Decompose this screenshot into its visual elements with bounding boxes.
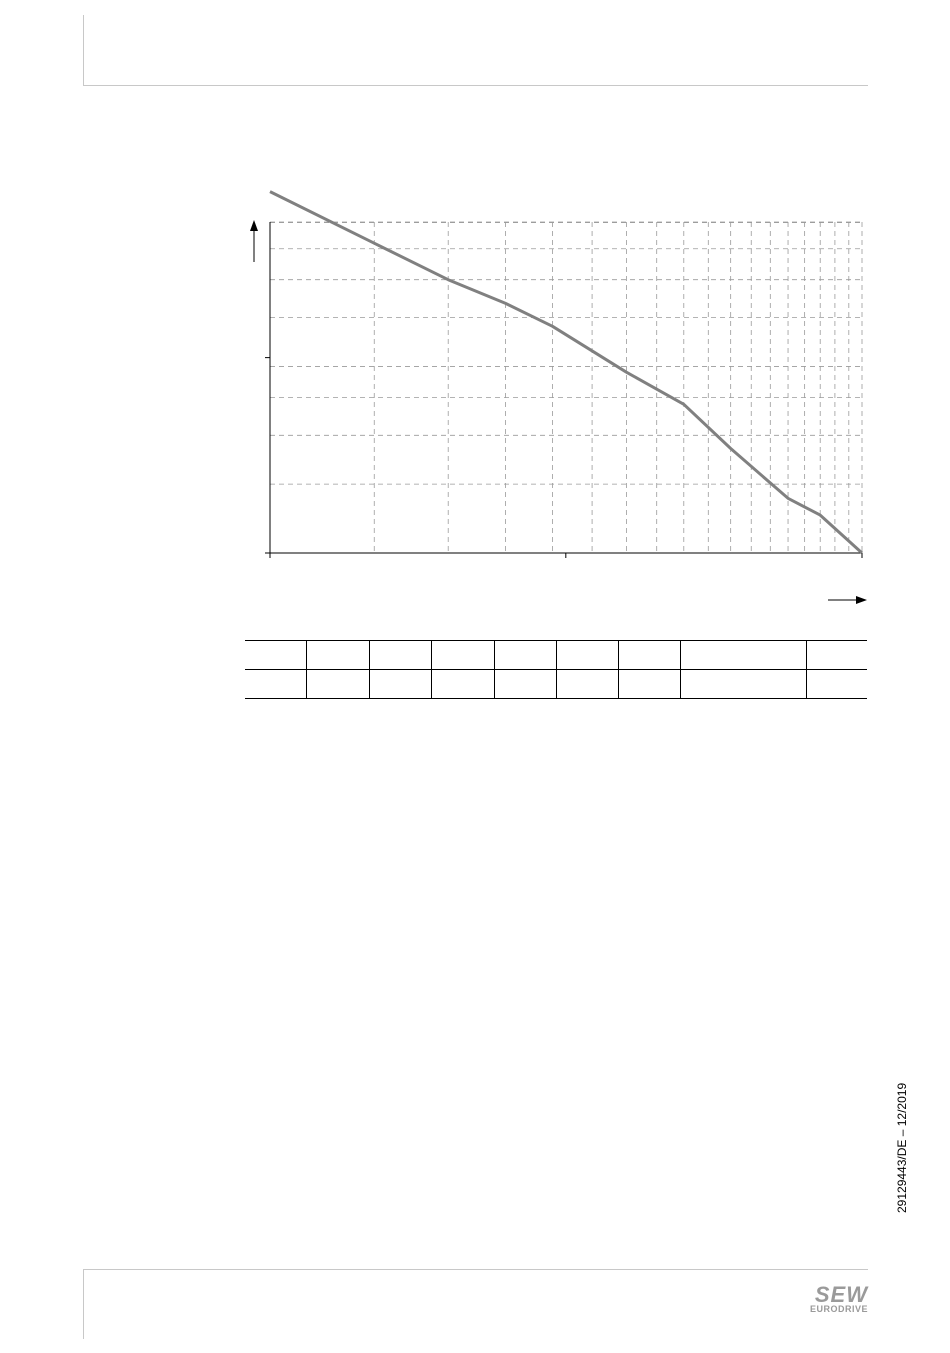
footer-rule bbox=[83, 1269, 868, 1270]
table-cell bbox=[556, 670, 618, 699]
footer-margin-rule bbox=[83, 1269, 84, 1339]
table-row bbox=[245, 670, 867, 699]
logo-wordmark: SEW bbox=[814, 1282, 868, 1307]
table-cell bbox=[806, 670, 867, 699]
chart-grid bbox=[270, 222, 862, 553]
table-cell bbox=[369, 641, 431, 670]
table-cell bbox=[306, 670, 369, 699]
x-axis-arrow-icon bbox=[856, 596, 867, 604]
table-cell bbox=[806, 641, 867, 670]
table-cell bbox=[369, 670, 431, 699]
table-cell bbox=[245, 641, 306, 670]
table-row bbox=[245, 641, 867, 670]
document-code: 29129443/DE – 12/2019 bbox=[895, 1082, 909, 1213]
log-log-line-chart bbox=[0, 0, 950, 620]
table-cell bbox=[494, 641, 556, 670]
chart-axes bbox=[250, 220, 867, 604]
table-cell bbox=[618, 641, 680, 670]
table-cell bbox=[680, 670, 806, 699]
table-cell bbox=[431, 670, 494, 699]
y-axis-arrow-icon bbox=[250, 220, 258, 231]
table-cell bbox=[556, 641, 618, 670]
table-cell bbox=[431, 641, 494, 670]
chart-series bbox=[270, 192, 862, 553]
logo-subline: EURODRIVE bbox=[809, 1304, 868, 1314]
parameter-table-body bbox=[245, 641, 867, 699]
table-cell bbox=[680, 641, 806, 670]
table-cell bbox=[306, 641, 369, 670]
table-cell bbox=[494, 670, 556, 699]
table-cell bbox=[618, 670, 680, 699]
parameter-table bbox=[245, 640, 867, 699]
series-line bbox=[270, 192, 862, 553]
sew-eurodrive-logo bbox=[798, 1284, 868, 1316]
table-cell bbox=[245, 670, 306, 699]
